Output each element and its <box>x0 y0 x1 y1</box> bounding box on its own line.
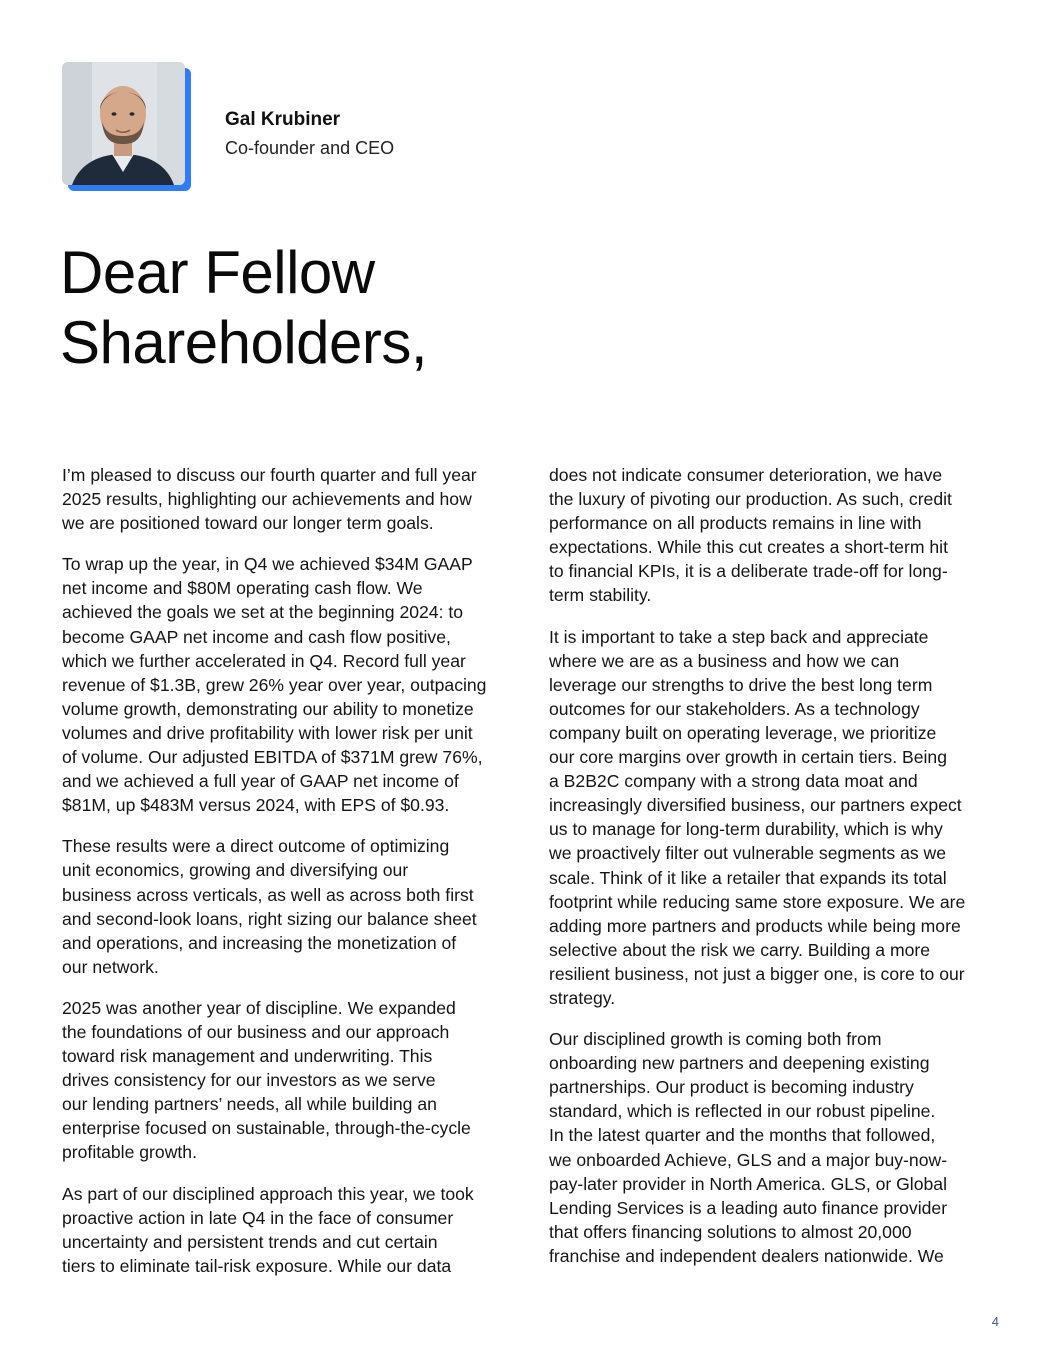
paragraph-line: term stability. <box>549 585 652 606</box>
paragraph-line: expectations. While this cut creates a short-term hit <box>549 537 948 558</box>
paragraph-line: As part of our disciplined approach this year, we took <box>62 1183 474 1204</box>
paragraph-line: revenue of $1.3B, grew 26% year over year, outpacing <box>62 674 487 695</box>
paragraph-line: and we achieved a full year of GAAP net income of <box>62 771 459 792</box>
paragraph-line: performance on all products remains in line with <box>549 513 922 534</box>
paragraph-line: 2025 results, highlighting our achievements and how <box>62 489 472 510</box>
paragraph-line: Lending Services is a leading auto finance provider <box>549 1197 948 1218</box>
paragraph-line: profitable growth. <box>62 1142 197 1163</box>
paragraph-line: selective about the risk we carry. Building a more <box>549 939 931 960</box>
paragraph-line: leverage our strengths to drive the best long term <box>549 674 933 695</box>
paragraph-line: Our disciplined growth is coming both from <box>549 1029 882 1050</box>
paragraph-line: achieved the goals we set at the beginning 2024: to <box>62 602 464 623</box>
paragraph <box>62 552 512 817</box>
paragraph-line: unit economics, growing and diversifying our <box>62 860 409 881</box>
author-title: Co-founder and CEO <box>225 138 395 158</box>
paragraph-line: we are positioned toward our longer term goals. <box>62 513 434 534</box>
paragraph-line: increasingly diversified business, our partners expect <box>549 795 962 816</box>
paragraph <box>62 996 512 1165</box>
paragraph-line: we onboarded Achieve, GLS and a major buy-now- <box>549 1149 948 1170</box>
paragraph-line: us to manage for long-term durability, which is why <box>549 819 943 840</box>
paragraph <box>549 1027 999 1268</box>
paragraph-line: toward risk management and underwriting. This <box>62 1046 433 1067</box>
paragraph-line: our lending partners’ needs, all while building an <box>62 1094 437 1115</box>
paragraph-line: To wrap up the year, in Q4 we achieved $34M GAAP <box>62 554 473 575</box>
paragraph-line: drives consistency for our investors as we serve <box>62 1070 436 1091</box>
paragraph-line: onboarding new partners and deepening existing <box>549 1053 930 1074</box>
paragraph-line: enterprise focused on sustainable, through-the-cycle <box>62 1118 471 1139</box>
paragraph-line: become GAAP net income and cash flow positive, <box>62 626 451 647</box>
author-name: Gal Krubiner <box>225 109 341 130</box>
paragraph <box>62 834 512 979</box>
paragraph-line: volume growth, demonstrating our ability to monetize <box>62 698 474 719</box>
paragraph-line: adding more partners and products while being more <box>549 915 961 936</box>
paragraph-line: It is important to take a step back and appreciate <box>549 626 929 647</box>
paragraph-line: footprint while reducing same store exposure. We are <box>549 891 966 912</box>
paragraph-line: the luxury of pivoting our production. As such, credit <box>549 489 952 510</box>
paragraph-line: strategy. <box>549 987 616 1008</box>
page-title <box>60 238 427 378</box>
paragraph-line: business across verticals, as well as across both first <box>62 884 474 905</box>
paragraph-line: These results were a direct outcome of optimizing <box>62 836 450 857</box>
paragraph-line: tiers to eliminate tail-risk exposure. While our data <box>62 1255 452 1276</box>
paragraph-line: our network. <box>62 956 159 977</box>
paragraph-line: where we are as a business and how we can <box>549 650 900 671</box>
paragraph-line: which we further accelerated in Q4. Record full year <box>62 650 466 671</box>
paragraph-line: we proactively filter out vulnerable segments as we <box>549 843 947 864</box>
paragraph-line: does not indicate consumer deterioration, we have <box>549 465 943 485</box>
author-block <box>62 62 482 192</box>
paragraph-line: partnerships. Our product is becoming industry <box>549 1077 914 1098</box>
paragraph <box>549 625 999 1011</box>
paragraph-line: 2025 was another year of discipline. We expanded <box>62 997 456 1018</box>
paragraph-line: proactive action in late Q4 in the face of consumer <box>62 1207 454 1228</box>
paragraph-line: our core margins over growth in certain tiers. Being <box>549 747 947 768</box>
paragraph-line: resilient business, not just a bigger one, is core to our <box>549 963 965 984</box>
paragraph-line: net income and $80M operating cash flow. We <box>62 578 423 599</box>
page-number: 4 <box>991 1314 999 1329</box>
paragraph-line: company built on operating leverage, we prioritize <box>549 722 937 743</box>
author-photo <box>62 62 192 192</box>
paragraph-line: volumes and drive profitability with lower risk per unit <box>62 722 473 743</box>
paragraph-line: scale. Think of it like a retailer that expands its total <box>549 867 947 888</box>
left-text-column <box>62 463 512 1295</box>
paragraph-line: $81M, up $483M versus 2024, with EPS of $0.93. <box>62 795 450 816</box>
paragraph-line: and second-look loans, right sizing our balance sheet <box>62 908 477 929</box>
paragraph-line: standard, which is reflected in our robust pipeline. <box>549 1101 936 1122</box>
page-title-line-1: Dear Fellow <box>60 239 375 306</box>
paragraph-line: that offers financing solutions to almost 20,000 <box>549 1221 912 1242</box>
paragraph-line: to financial KPIs, it is a deliberate trade-off for long- <box>549 561 948 582</box>
paragraph <box>62 463 512 535</box>
paragraph-line: the foundations of our business and our approach <box>62 1021 450 1042</box>
paragraph-line: a B2B2C company with a strong data moat and <box>549 771 918 792</box>
paragraph-line: outcomes for our stakeholders. As a technology <box>549 698 920 719</box>
paragraph <box>549 463 999 608</box>
paragraph-line: franchise and independent dealers nationwide. We <box>549 1245 944 1266</box>
paragraph <box>62 1182 512 1278</box>
paragraph-line: I’m pleased to discuss our fourth quarter and full year <box>62 465 477 485</box>
author-portrait <box>62 62 185 185</box>
right-text-column <box>549 463 999 1285</box>
portrait-illustration <box>62 62 185 185</box>
paragraph-line: of volume. Our adjusted EBITDA of $371M grew 76%, <box>62 747 483 768</box>
paragraph-line: In the latest quarter and the months that followed, <box>549 1125 936 1146</box>
paragraph-line: pay-later provider in North America. GLS, or Global <box>549 1173 947 1194</box>
paragraph-line: and operations, and increasing the monetization of <box>62 932 457 953</box>
paragraph-line: uncertainty and persistent trends and cut certain <box>62 1231 438 1252</box>
page-title-line-2: Shareholders, <box>60 309 428 376</box>
